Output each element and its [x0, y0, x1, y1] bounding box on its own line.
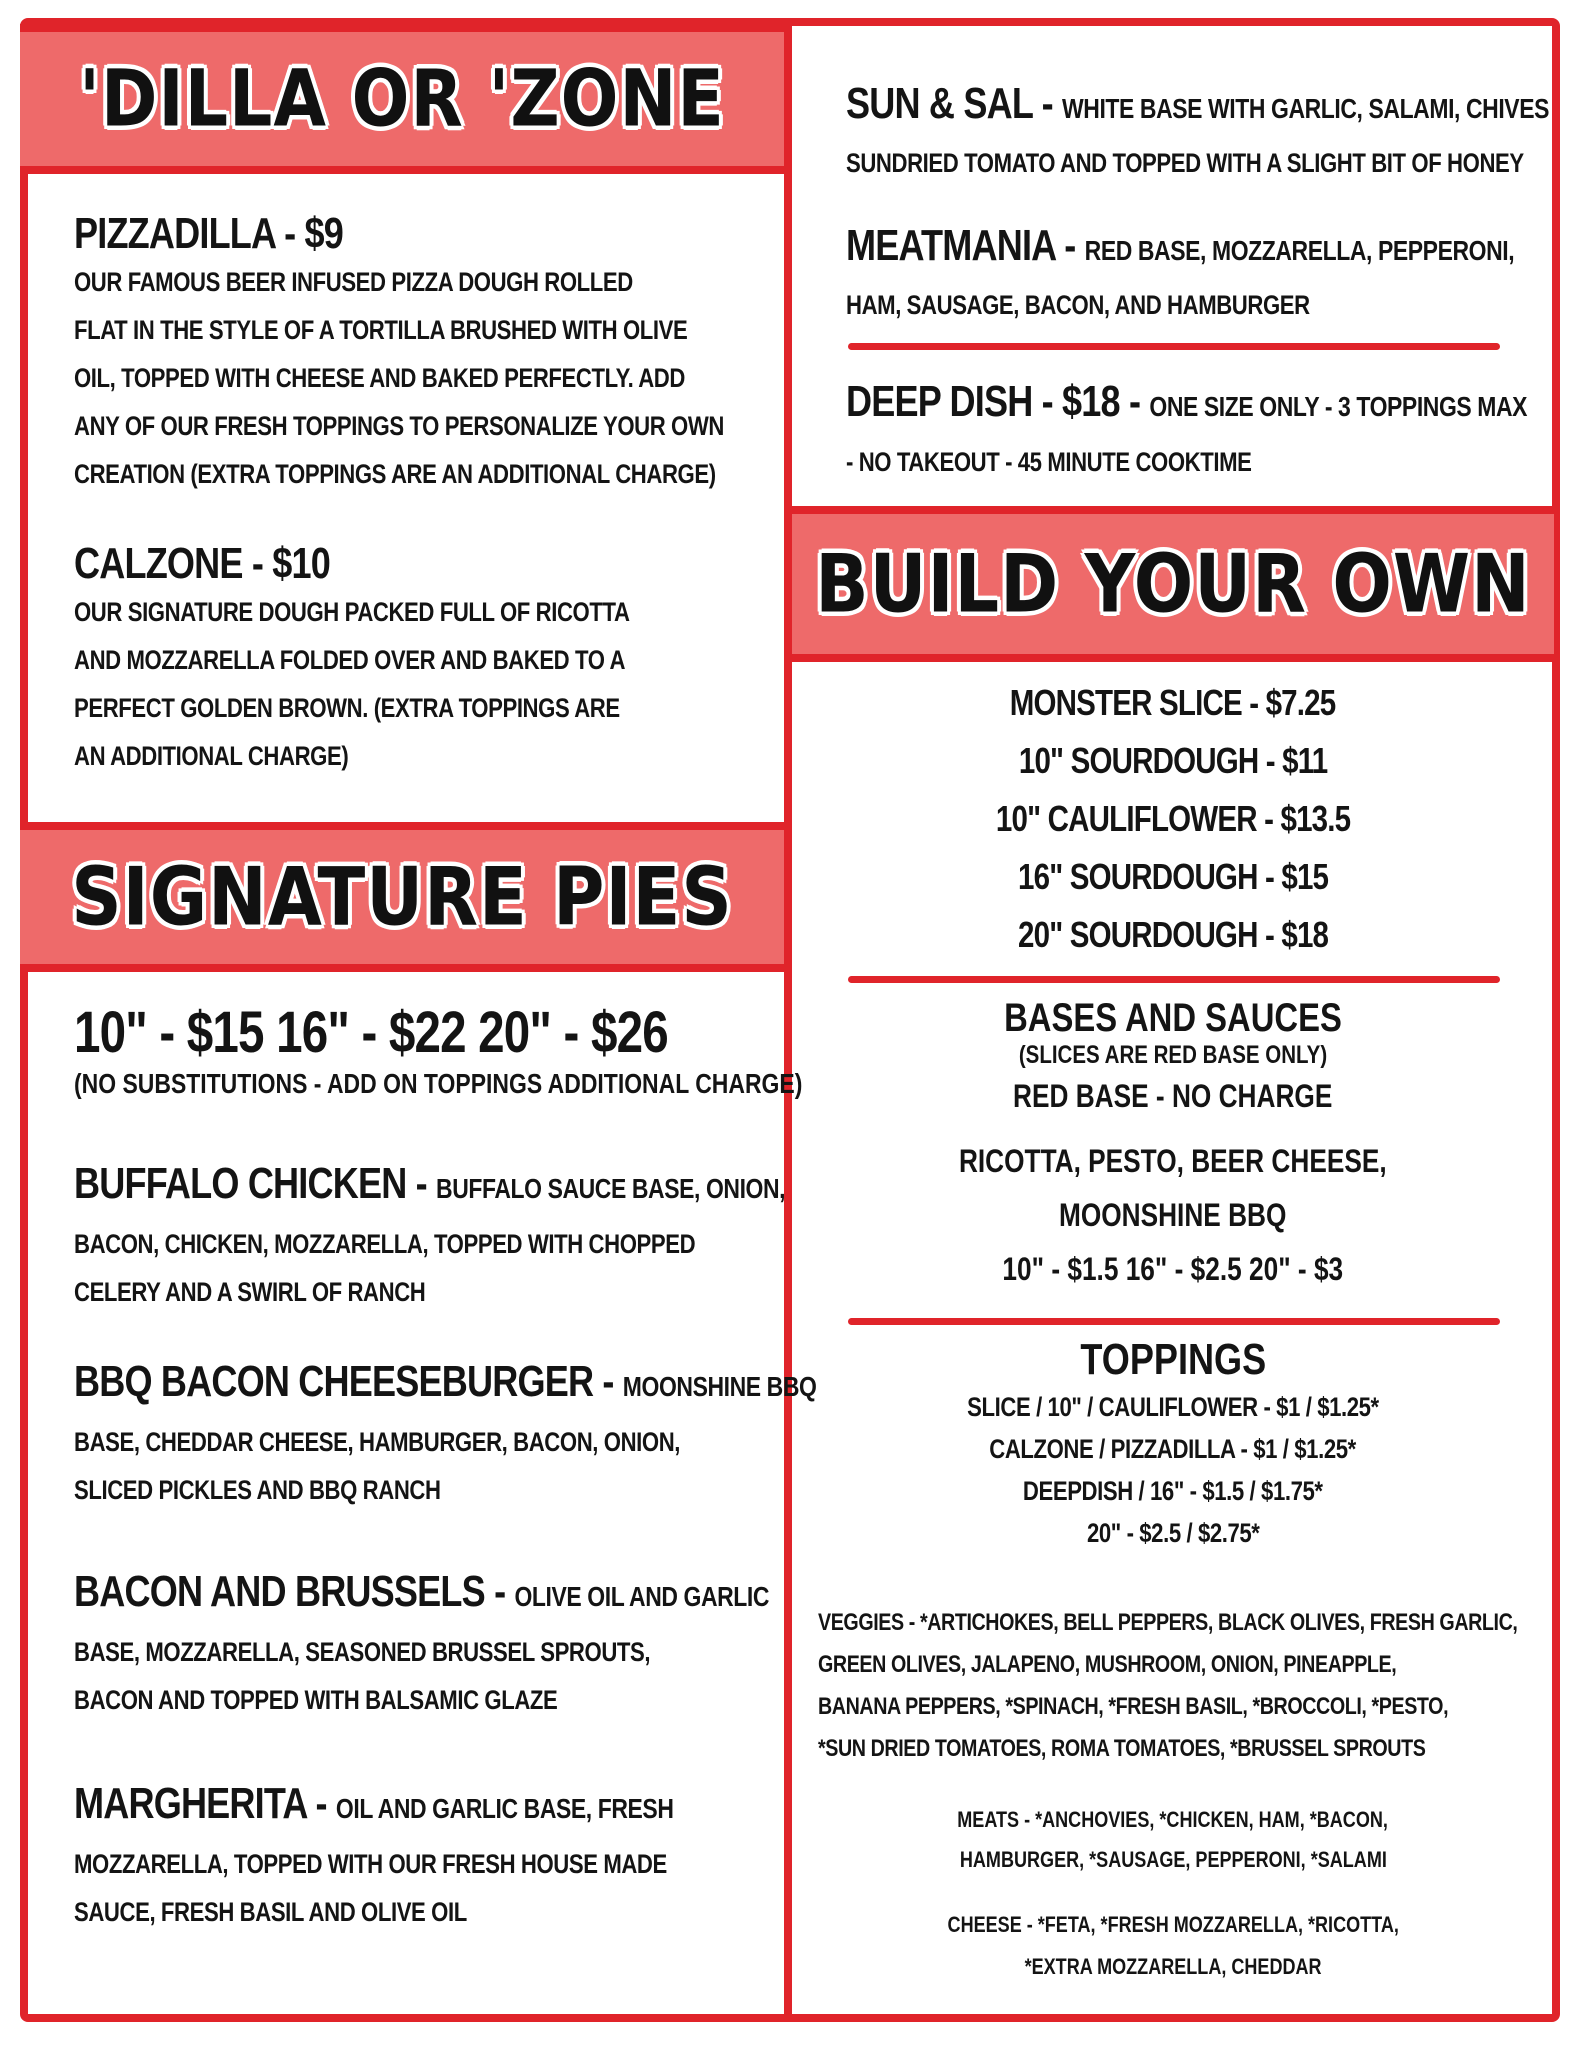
deepdish-name: DEEP DISH - $18 -: [846, 377, 1150, 426]
pie-desc-line: BASE, MOZZARELLA, SEASONED BRUSSEL SPROUTS,: [74, 1637, 651, 1667]
pie-name: BACON AND BRUSSELS -: [74, 1567, 515, 1616]
bases-note: (SLICES ARE RED BASE ONLY): [1018, 1041, 1328, 1069]
veggies-line: GREEN OLIVES, JALAPENO, MUSHROOM, ONION, PINEAPPLE,: [818, 1651, 1397, 1678]
pizzadilla-item: [74, 210, 774, 498]
build-your-own-banner: [792, 506, 1554, 662]
calzone-desc-line: AND MOZZARELLA FOLDED OVER AND BAKED TO A: [74, 645, 626, 675]
meats-line: HAMBURGER, *SAUSAGE, PEPPERONI, *SALAMI: [959, 1847, 1387, 1872]
section-rule: [848, 1318, 1500, 1325]
sunsal-name: SUN & SAL -: [846, 79, 1063, 128]
meatmania-desc-line: HAM, SAUSAGE, BACON, AND HAMBURGER: [846, 290, 1310, 320]
calzone-title: CALZONE - $10: [74, 539, 330, 588]
calzone-desc-line: PERFECT GOLDEN BROWN. (EXTRA TOPPINGS ARE: [74, 693, 620, 723]
build-size-list: [792, 674, 1554, 964]
pie-name: BBQ BACON CHEESEBURGER -: [74, 1357, 623, 1406]
pizzadilla-title: PIZZADILLA - $9: [74, 209, 343, 258]
column-divider: [784, 18, 792, 2022]
cheese-line: *EXTRA MOZZARELLA, CHEDDAR: [1024, 1954, 1322, 1979]
pie-desc-line: CELERY AND A SWIRL OF RANCH: [74, 1277, 426, 1307]
toppings-price-line: SLICE / 10" / CAULIFLOWER - $1 / $1.25*: [967, 1392, 1379, 1422]
deepdish-item: [846, 378, 1546, 486]
bases-prices: 10" - $1.5 16" - $2.5 20" - $3: [1002, 1251, 1344, 1287]
pie-desc-line: BUFFALO SAUCE BASE, ONION,: [436, 1173, 786, 1204]
pie-desc-line: MOONSHINE BBQ: [622, 1371, 817, 1402]
toppings-price-line: 20" - $2.5 / $2.75*: [1086, 1518, 1260, 1548]
build-size-line: MONSTER SLICE - $7.25: [1010, 682, 1336, 723]
sunsal-desc-line: WHITE BASE WITH GARLIC, SALAMI, CHIVES: [1062, 93, 1550, 124]
pizzadilla-desc-line: CREATION (EXTRA TOPPINGS ARE AN ADDITIONAL CHARGE): [74, 459, 716, 489]
toppings-price-line: CALZONE / PIZZADILLA - $1 / $1.25*: [989, 1434, 1357, 1464]
section-rule: [848, 343, 1500, 350]
meats-list: [792, 1800, 1554, 1880]
calzone-desc-line: AN ADDITIONAL CHARGE): [74, 741, 349, 771]
meatmania-item: [846, 222, 1546, 329]
cheese-line: CHEESE - *FETA, *FRESH MOZZARELLA, *RICOTTA,: [947, 1912, 1399, 1937]
pie-desc-line: OIL AND GARLIC BASE, FRESH: [335, 1793, 674, 1824]
pizzadilla-desc-line: ANY OF OUR FRESH TOPPINGS TO PERSONALIZE YOUR OWN: [74, 411, 724, 441]
calzone-item: [74, 540, 774, 780]
pie-item: [74, 1159, 786, 1316]
pie-item: [74, 1568, 774, 1724]
pizzadilla-desc-line: OUR FAMOUS BEER INFUSED PIZZA DOUGH ROLLED: [74, 267, 633, 297]
pie-item: [74, 1357, 817, 1514]
pie-item: [74, 1780, 774, 1936]
signature-pies-title: SIGNATURE PIES: [71, 849, 733, 945]
pie-name: BUFFALO CHICKEN -: [74, 1159, 437, 1208]
pie-desc-line: BACON AND TOPPED WITH BALSAMIC GLAZE: [74, 1685, 558, 1715]
cheese-list: [792, 1904, 1554, 1988]
meatmania-name: MEATMANIA -: [846, 221, 1085, 270]
signature-pies-banner: [20, 822, 784, 972]
sunsal-item: [846, 79, 1550, 187]
section-rule: [848, 976, 1500, 983]
bases-others: RICOTTA, PESTO, BEER CHEESE,: [959, 1143, 1387, 1179]
build-size-line: 10" SOURDOUGH - $11: [1018, 740, 1328, 781]
pie-desc-line: BACON, CHICKEN, MOZZARELLA, TOPPED WITH CHOPPED: [74, 1229, 696, 1259]
build-size-line: 16" SOURDOUGH - $15: [1017, 856, 1329, 897]
pie-desc-line: BASE, CHEDDAR CHEESE, HAMBURGER, BACON, ONION,: [74, 1427, 681, 1457]
bases-red: RED BASE - NO CHARGE: [1013, 1078, 1333, 1114]
bases-section: [792, 996, 1554, 1296]
toppings-price-line: DEEPDISH / 16" - $1.5 / $1.75*: [1023, 1476, 1323, 1506]
pizzadilla-desc-line: OIL, TOPPED WITH CHEESE AND BAKED PERFECTLY. ADD: [74, 363, 685, 393]
sunsal-desc-line: SUNDRIED TOMATO AND TOPPED WITH A SLIGHT BIT OF HONEY: [846, 148, 1524, 178]
toppings-section: [792, 1334, 1554, 1554]
build-your-own-title: BUILD YOUR OWN: [815, 536, 1531, 632]
pie-desc-line: SAUCE, FRESH BASIL AND OLIVE OIL: [74, 1897, 467, 1927]
toppings-title: TOPPINGS: [1080, 1335, 1266, 1384]
dilla-banner-title: 'DILLA OR 'ZONE: [79, 53, 725, 145]
calzone-desc-line: OUR SIGNATURE DOUGH PACKED FULL OF RICOTTA: [74, 597, 630, 627]
deepdish-desc-line: ONE SIZE ONLY - 3 TOPPINGS MAX: [1149, 391, 1528, 422]
pie-size-prices: 10" - $15 16" - $22 20" - $26: [74, 1000, 668, 1065]
pie-sizes: [74, 1000, 803, 1102]
build-size-line: 20" SOURDOUGH - $18: [1017, 914, 1329, 955]
meats-line: MEATS - *ANCHOVIES, *CHICKEN, HAM, *BACON,: [957, 1807, 1389, 1832]
build-size-line: 10" CAULIFLOWER - $13.5: [995, 798, 1351, 839]
dilla-banner: [20, 24, 784, 174]
pie-desc-line: MOZZARELLA, TOPPED WITH OUR FRESH HOUSE MADE: [74, 1849, 667, 1879]
pie-name: MARGHERITA -: [74, 1779, 336, 1828]
veggies-list: [818, 1602, 1558, 1770]
pie-desc-line: SLICED PICKLES AND BBQ RANCH: [74, 1475, 441, 1505]
deepdish-desc-line: - NO TAKEOUT - 45 MINUTE COOKTIME: [846, 447, 1252, 477]
meatmania-desc-line: RED BASE, MOZZARELLA, PEPPERONI,: [1084, 235, 1515, 266]
veggies-line: *SUN DRIED TOMATOES, ROMA TOMATOES, *BRUSSEL SPROUTS: [818, 1735, 1426, 1762]
pie-size-note: (NO SUBSTITUTIONS - ADD ON TOPPINGS ADDITIONAL CHARGE): [74, 1068, 803, 1099]
bases-others: MOONSHINE BBQ: [1059, 1197, 1287, 1233]
pizzadilla-desc-line: FLAT IN THE STYLE OF A TORTILLA BRUSHED WITH OLIVE: [74, 315, 688, 345]
bases-title: BASES AND SAUCES: [1004, 996, 1342, 1040]
veggies-line: VEGGIES - *ARTICHOKES, BELL PEPPERS, BLACK OLIVES, FRESH GARLIC,: [818, 1609, 1518, 1636]
pie-desc-line: OLIVE OIL AND GARLIC: [514, 1581, 770, 1612]
veggies-line: BANANA PEPPERS, *SPINACH, *FRESH BASIL, *BROCCOLI, *PESTO,: [818, 1693, 1449, 1720]
